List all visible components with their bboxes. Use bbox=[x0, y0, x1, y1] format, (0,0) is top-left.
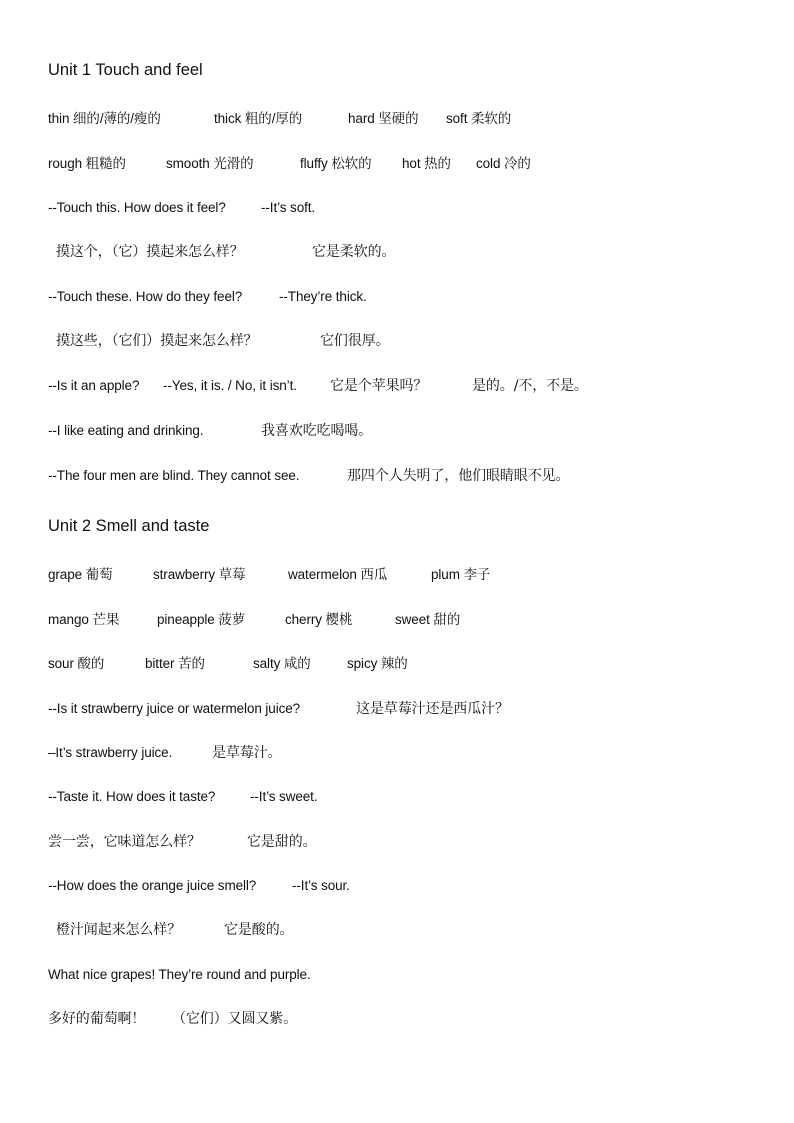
vocab-sour: sour 酸的 bbox=[48, 656, 105, 671]
sentence-chinese-part-2: （它们）又圆又紫。 bbox=[172, 1011, 298, 1027]
translation-question: 摸这些，（它们）摸起来怎么样？ bbox=[56, 333, 258, 349]
unit1-title: Unit 1 Touch and feel bbox=[48, 61, 203, 79]
vocab-rough: rough 粗糙的 bbox=[48, 156, 126, 171]
vocab-sweet: sweet 甜的 bbox=[395, 612, 461, 627]
translation-answer: 它是甜的。 bbox=[247, 834, 317, 850]
vocab-grape: grape 葡萄 bbox=[48, 567, 113, 582]
sentence-english: --I like eating and drinking. bbox=[48, 423, 204, 438]
vocab-mango: mango 芒果 bbox=[48, 612, 120, 627]
translation-question: 它是个苹果吗？ bbox=[330, 378, 428, 394]
dialog-answer: --Yes, it is. / No, it isn’t. bbox=[163, 378, 297, 393]
vocab-thick: thick 粗的/厚的 bbox=[214, 111, 303, 126]
dialog-question: --Is it strawberry juice or watermelon juice? bbox=[48, 701, 301, 716]
vocab-plum: plum 李子 bbox=[431, 567, 491, 582]
vocab-hot: hot 热的 bbox=[402, 156, 451, 171]
sentence-chinese-part-1: 多好的葡萄啊！ bbox=[48, 1011, 146, 1027]
vocab-thin: thin 细的/薄的/瘦的 bbox=[48, 111, 161, 126]
translation-answer: 它是柔软的。 bbox=[312, 244, 396, 260]
vocab-strawberry: strawberry 草莓 bbox=[153, 567, 246, 582]
dialog-answer: –It’s strawberry juice. bbox=[48, 745, 173, 760]
vocab-watermelon: watermelon 西瓜 bbox=[288, 567, 388, 582]
sentence-chinese: 那四个人失明了，他们眼睛眼不见。 bbox=[347, 468, 570, 484]
sentence-english: What nice grapes! They’re round and purple. bbox=[48, 967, 311, 982]
translation-question: 摸这个，（它）摸起来怎么样？ bbox=[56, 244, 244, 260]
vocab-cherry: cherry 樱桃 bbox=[285, 612, 353, 627]
vocab-pineapple: pineapple 菠萝 bbox=[157, 612, 246, 627]
translation-answer: 它是酸的。 bbox=[224, 922, 294, 938]
dialog-question: --Touch this. How does it feel? bbox=[48, 200, 226, 215]
translation-question: 尝一尝，它味道怎么样？ bbox=[48, 834, 201, 850]
sentence-chinese: 我喜欢吃吃喝喝。 bbox=[261, 423, 373, 439]
dialog-answer: --It’s soft. bbox=[261, 200, 316, 215]
translation-answer: 是草莓汁。 bbox=[212, 745, 282, 761]
translation-question: 这是草莓汁还是西瓜汁？ bbox=[356, 701, 509, 717]
dialog-answer: --They’re thick. bbox=[279, 289, 367, 304]
dialog-answer: --It’s sweet. bbox=[250, 789, 318, 804]
dialog-question: --Touch these. How do they feel? bbox=[48, 289, 243, 304]
vocab-bitter: bitter 苦的 bbox=[145, 656, 205, 671]
vocab-hard: hard 坚硬的 bbox=[348, 111, 419, 126]
dialog-question: --Taste it. How does it taste? bbox=[48, 789, 216, 804]
vocab-smooth: smooth 光滑的 bbox=[166, 156, 254, 171]
dialog-question: --Is it an apple? bbox=[48, 378, 140, 393]
vocab-cold: cold 冷的 bbox=[476, 156, 531, 171]
translation-answer: 它们很厚。 bbox=[320, 333, 390, 349]
translation-question: 橙汁闻起来怎么样？ bbox=[56, 922, 182, 938]
vocab-fluffy: fluffy 松软的 bbox=[300, 156, 372, 171]
unit2-title: Unit 2 Smell and taste bbox=[48, 517, 210, 535]
vocab-spicy: spicy 辣的 bbox=[347, 656, 408, 671]
sentence-english: --The four men are blind. They cannot see. bbox=[48, 468, 300, 483]
dialog-answer: --It’s sour. bbox=[292, 878, 350, 893]
vocab-soft: soft 柔软的 bbox=[446, 111, 512, 126]
translation-answer: 是的。/不，不是。 bbox=[472, 378, 588, 394]
vocab-salty: salty 咸的 bbox=[253, 656, 311, 671]
dialog-question: --How does the orange juice smell? bbox=[48, 878, 257, 893]
